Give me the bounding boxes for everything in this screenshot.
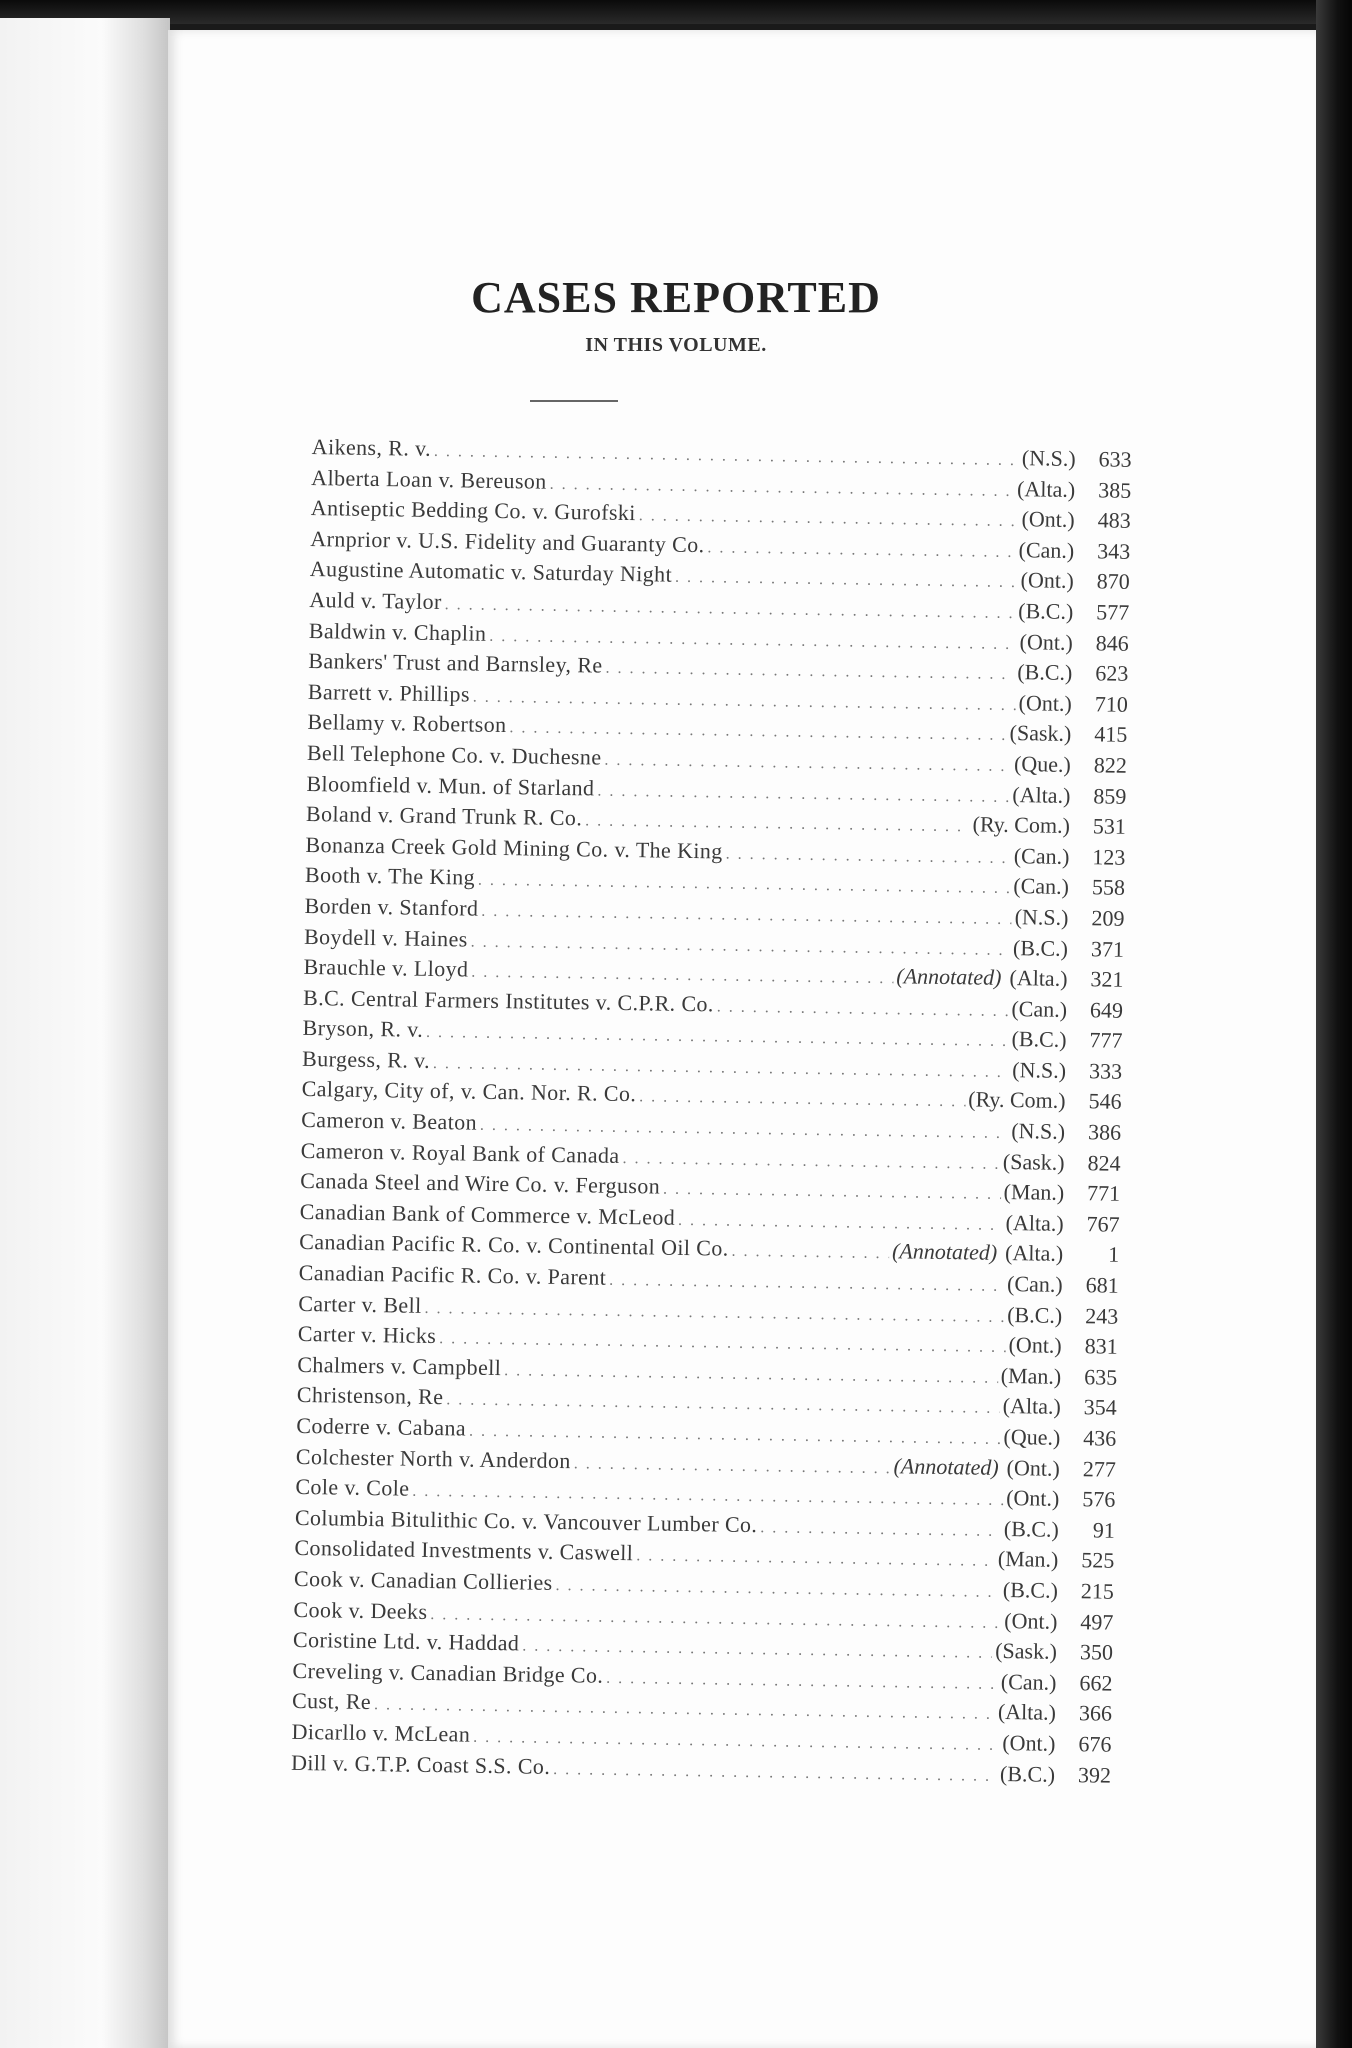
- case-page-number: 243: [1085, 1302, 1119, 1329]
- scan-top-edge: [0, 0, 1352, 24]
- dot-leader: [707, 533, 1016, 568]
- case-name: Cameron v. Beaton: [301, 1106, 478, 1135]
- case-name: Dill v. G.T.P. Coast S.S. Co.: [290, 1749, 551, 1779]
- case-court: (B.C.): [999, 1760, 1056, 1787]
- case-court: (Sask.): [1009, 720, 1072, 747]
- case-page-number: 525: [1081, 1547, 1115, 1574]
- case-name: Chalmers v. Campbell: [297, 1351, 502, 1380]
- case-page-number: 546: [1088, 1088, 1122, 1115]
- case-name: Auld v. Taylor: [309, 586, 442, 615]
- case-court: (N.S.): [1021, 445, 1076, 471]
- case-court: (Can.): [1000, 1668, 1057, 1695]
- dot-leader: [731, 1237, 889, 1270]
- case-court: (B.C.): [1007, 1301, 1063, 1328]
- dot-leader: [574, 1449, 891, 1485]
- case-court: (Ry. Com.): [968, 1086, 1066, 1114]
- case-page-number: 649: [1089, 996, 1124, 1023]
- case-page-number: 215: [1080, 1578, 1115, 1604]
- case-name: Brauchle v. Lloyd: [303, 954, 469, 982]
- case-page-number: 91: [1092, 1517, 1116, 1543]
- case-court: (Can.): [1018, 536, 1075, 563]
- case-name: B.C. Central Farmers Institutes v. C.P.R. Co.: [302, 984, 715, 1017]
- case-court: (B.C.): [1018, 598, 1074, 624]
- case-name: Baldwin v. Chaplin: [308, 617, 487, 646]
- case-page-number: 831: [1084, 1333, 1118, 1359]
- case-name: Boydell v. Haines: [303, 923, 468, 952]
- case-name: Bell Telephone Co. v. Duchesne: [306, 739, 602, 770]
- case-name: Arnprior v. U.S. Fidelity and Guaranty Co.: [310, 525, 705, 557]
- case-page-number: 350: [1079, 1639, 1114, 1665]
- case-annotation: (Annotated): [896, 963, 1002, 990]
- case-page-number: 662: [1079, 1669, 1113, 1696]
- case-page-number: 633: [1098, 446, 1132, 472]
- case-name: Bryson, R. v.: [302, 1015, 424, 1043]
- case-name: Canadian Pacific R. Co. v. Continental Oil Co.: [299, 1229, 729, 1262]
- case-name: Borden v. Stanford: [304, 892, 479, 921]
- case-name: Canadian Bank of Commerce v. McLeod: [299, 1198, 676, 1230]
- case-court: (Alta.): [1016, 475, 1076, 502]
- case-page-number: 859: [1093, 782, 1127, 809]
- case-name: Canada Steel and Wire Co. v. Ferguson: [300, 1168, 661, 1199]
- case-page-number: 483: [1097, 507, 1131, 534]
- case-court: (B.C.): [1003, 1515, 1060, 1542]
- case-name: Barrett v. Phillips: [307, 678, 471, 707]
- case-court: (Man.): [1000, 1362, 1062, 1389]
- case-name: Carter v. Hicks: [297, 1321, 437, 1349]
- case-court: (B.C.): [1012, 934, 1069, 961]
- dot-leader: [725, 839, 1011, 874]
- case-court: (Ont.): [1005, 1485, 1060, 1512]
- case-annotation: (Annotated): [893, 1452, 999, 1480]
- case-page-number: 870: [1096, 568, 1130, 595]
- case-name: Augustine Automatic v. Saturday Night: [309, 556, 673, 588]
- case-name: Cole v. Cole: [295, 1474, 410, 1501]
- case-name: Boland v. Grand Trunk R. Co.: [305, 801, 583, 831]
- case-name: Columbia Bitulithic Co. v. Vancouver Lumber Co.: [294, 1504, 758, 1537]
- case-court: (Alta.): [1002, 1393, 1061, 1420]
- case-page-number: 531: [1092, 813, 1127, 839]
- case-court: (Ont.): [1006, 1454, 1061, 1481]
- case-court: (Can.): [1013, 842, 1070, 869]
- case-court: (Ry. Com.): [972, 811, 1071, 839]
- case-page-number: 576: [1082, 1486, 1116, 1512]
- case-page-number: 385: [1097, 476, 1132, 503]
- case-court: (Ont.): [1004, 1607, 1058, 1634]
- case-court: (Que.): [1003, 1423, 1061, 1450]
- case-page-number: 415: [1094, 721, 1128, 748]
- case-name: Consolidated Investments v. Caswell: [294, 1535, 634, 1566]
- case-court: (Sask.): [995, 1638, 1058, 1665]
- case-court: (Ont.): [1019, 628, 1073, 655]
- case-page-number: 371: [1090, 935, 1125, 962]
- case-court: (Can.): [1006, 1271, 1063, 1297]
- case-name: Cust, Re: [291, 1688, 372, 1715]
- case-court: (N.S.): [1012, 1056, 1067, 1083]
- case-name: Calgary, City of, v. Can. Nor. R. Co.: [301, 1076, 637, 1107]
- dot-leader: [760, 1513, 1001, 1547]
- page-title: CASES REPORTED: [471, 273, 881, 322]
- case-annotation: (Annotated): [891, 1238, 998, 1266]
- dot-leader: [717, 992, 1009, 1027]
- case-court: (Alta.): [1012, 781, 1071, 808]
- case-page-number: 822: [1093, 752, 1128, 778]
- case-page-number: 767: [1086, 1211, 1120, 1237]
- case-page-number: 436: [1083, 1425, 1117, 1451]
- case-page-number: 771: [1086, 1180, 1121, 1207]
- case-name: Antiseptic Bedding Co. v. Gurofski: [310, 495, 637, 526]
- case-name: Cook v. Deeks: [293, 1596, 428, 1624]
- case-court: (Alta.): [1009, 965, 1068, 992]
- case-page-number: 777: [1089, 1027, 1123, 1054]
- case-court: (Can.): [1011, 995, 1068, 1022]
- cases-list: [291, 432, 1132, 1791]
- case-court: (N.S.): [1014, 904, 1069, 930]
- case-page-number: 333: [1088, 1058, 1123, 1084]
- dot-leader: [639, 1083, 966, 1119]
- case-page-number: 386: [1087, 1119, 1122, 1145]
- case-court: (B.C.): [1011, 1026, 1067, 1053]
- case-page-number: 635: [1084, 1364, 1118, 1390]
- case-page-number: 846: [1095, 629, 1129, 656]
- case-court: (Ont.): [1002, 1729, 1056, 1756]
- case-court: (Alta.): [997, 1699, 1057, 1726]
- case-name: Bonanza Creek Gold Mining Co. v. The King: [305, 831, 723, 864]
- case-name: Bankers' Trust and Barnsley, Re: [308, 648, 603, 678]
- case-name: Coristine Ltd. v. Haddad: [292, 1627, 520, 1656]
- case-page-number: 321: [1090, 966, 1124, 992]
- case-court: (Ont.): [1008, 1332, 1062, 1359]
- case-court: (Alta.): [1004, 1240, 1064, 1267]
- case-name: Christenson, Re: [296, 1382, 444, 1410]
- case-name: Bloomfield v. Mun. of Starland: [306, 770, 595, 801]
- case-court: (Ont.): [1018, 689, 1073, 716]
- case-name: Carter v. Bell: [298, 1290, 422, 1318]
- case-page-number: 1: [1107, 1242, 1120, 1268]
- case-page-number: 710: [1094, 691, 1129, 717]
- title-rule: [530, 400, 618, 402]
- case-name: Cook v. Canadian Collieries: [293, 1565, 553, 1595]
- case-name: Creveling v. Canadian Bridge Co.: [292, 1657, 604, 1688]
- case-page-number: 209: [1091, 905, 1125, 931]
- case-court: (Alta.): [1005, 1209, 1064, 1236]
- case-name: Canadian Pacific R. Co. v. Parent: [298, 1259, 607, 1290]
- case-name: Booth v. The King: [304, 862, 476, 890]
- case-page-number: 824: [1087, 1149, 1121, 1176]
- case-court: (Sask.): [1002, 1148, 1065, 1175]
- case-name: Cameron v. Royal Bank of Canada: [300, 1137, 620, 1168]
- case-court: (B.C.): [1017, 659, 1073, 686]
- case-page-number: 392: [1077, 1761, 1112, 1788]
- case-page-number: 123: [1092, 844, 1126, 870]
- case-name: Burgess, R. v.: [301, 1045, 431, 1073]
- case-page-number: 354: [1083, 1394, 1117, 1421]
- case-court: (Ont.): [1020, 567, 1074, 594]
- case-name: Aikens, R. v.: [311, 433, 432, 461]
- case-name: Dicarllo v. McLean: [291, 1718, 471, 1747]
- case-page-number: 497: [1080, 1608, 1114, 1635]
- page-subtitle: IN THIS VOLUME.: [585, 334, 767, 356]
- case-court: (B.C.): [1002, 1576, 1059, 1603]
- case-page-number: 623: [1095, 660, 1129, 687]
- case-page-number: 577: [1096, 599, 1130, 625]
- case-name: Colchester North v. Anderdon: [295, 1443, 572, 1473]
- case-page-number: 343: [1097, 538, 1131, 564]
- case-page-number: 277: [1082, 1455, 1117, 1482]
- case-page-number: 558: [1091, 874, 1126, 901]
- case-name: Alberta Loan v. Bereuson: [311, 464, 547, 494]
- case-court: (Can.): [1013, 873, 1070, 900]
- case-name: Bellamy v. Robertson: [307, 709, 507, 738]
- case-name: Coderre v. Cabana: [296, 1412, 467, 1441]
- case-court: (Ont.): [1021, 506, 1075, 533]
- case-court: (Man.): [1003, 1179, 1065, 1206]
- case-page-number: 366: [1078, 1700, 1113, 1727]
- case-court: (Man.): [997, 1546, 1059, 1573]
- case-court: (Que.): [1013, 751, 1072, 777]
- case-court: (N.S.): [1011, 1118, 1066, 1144]
- case-page-number: 676: [1078, 1731, 1112, 1757]
- case-page-number: 681: [1085, 1272, 1119, 1298]
